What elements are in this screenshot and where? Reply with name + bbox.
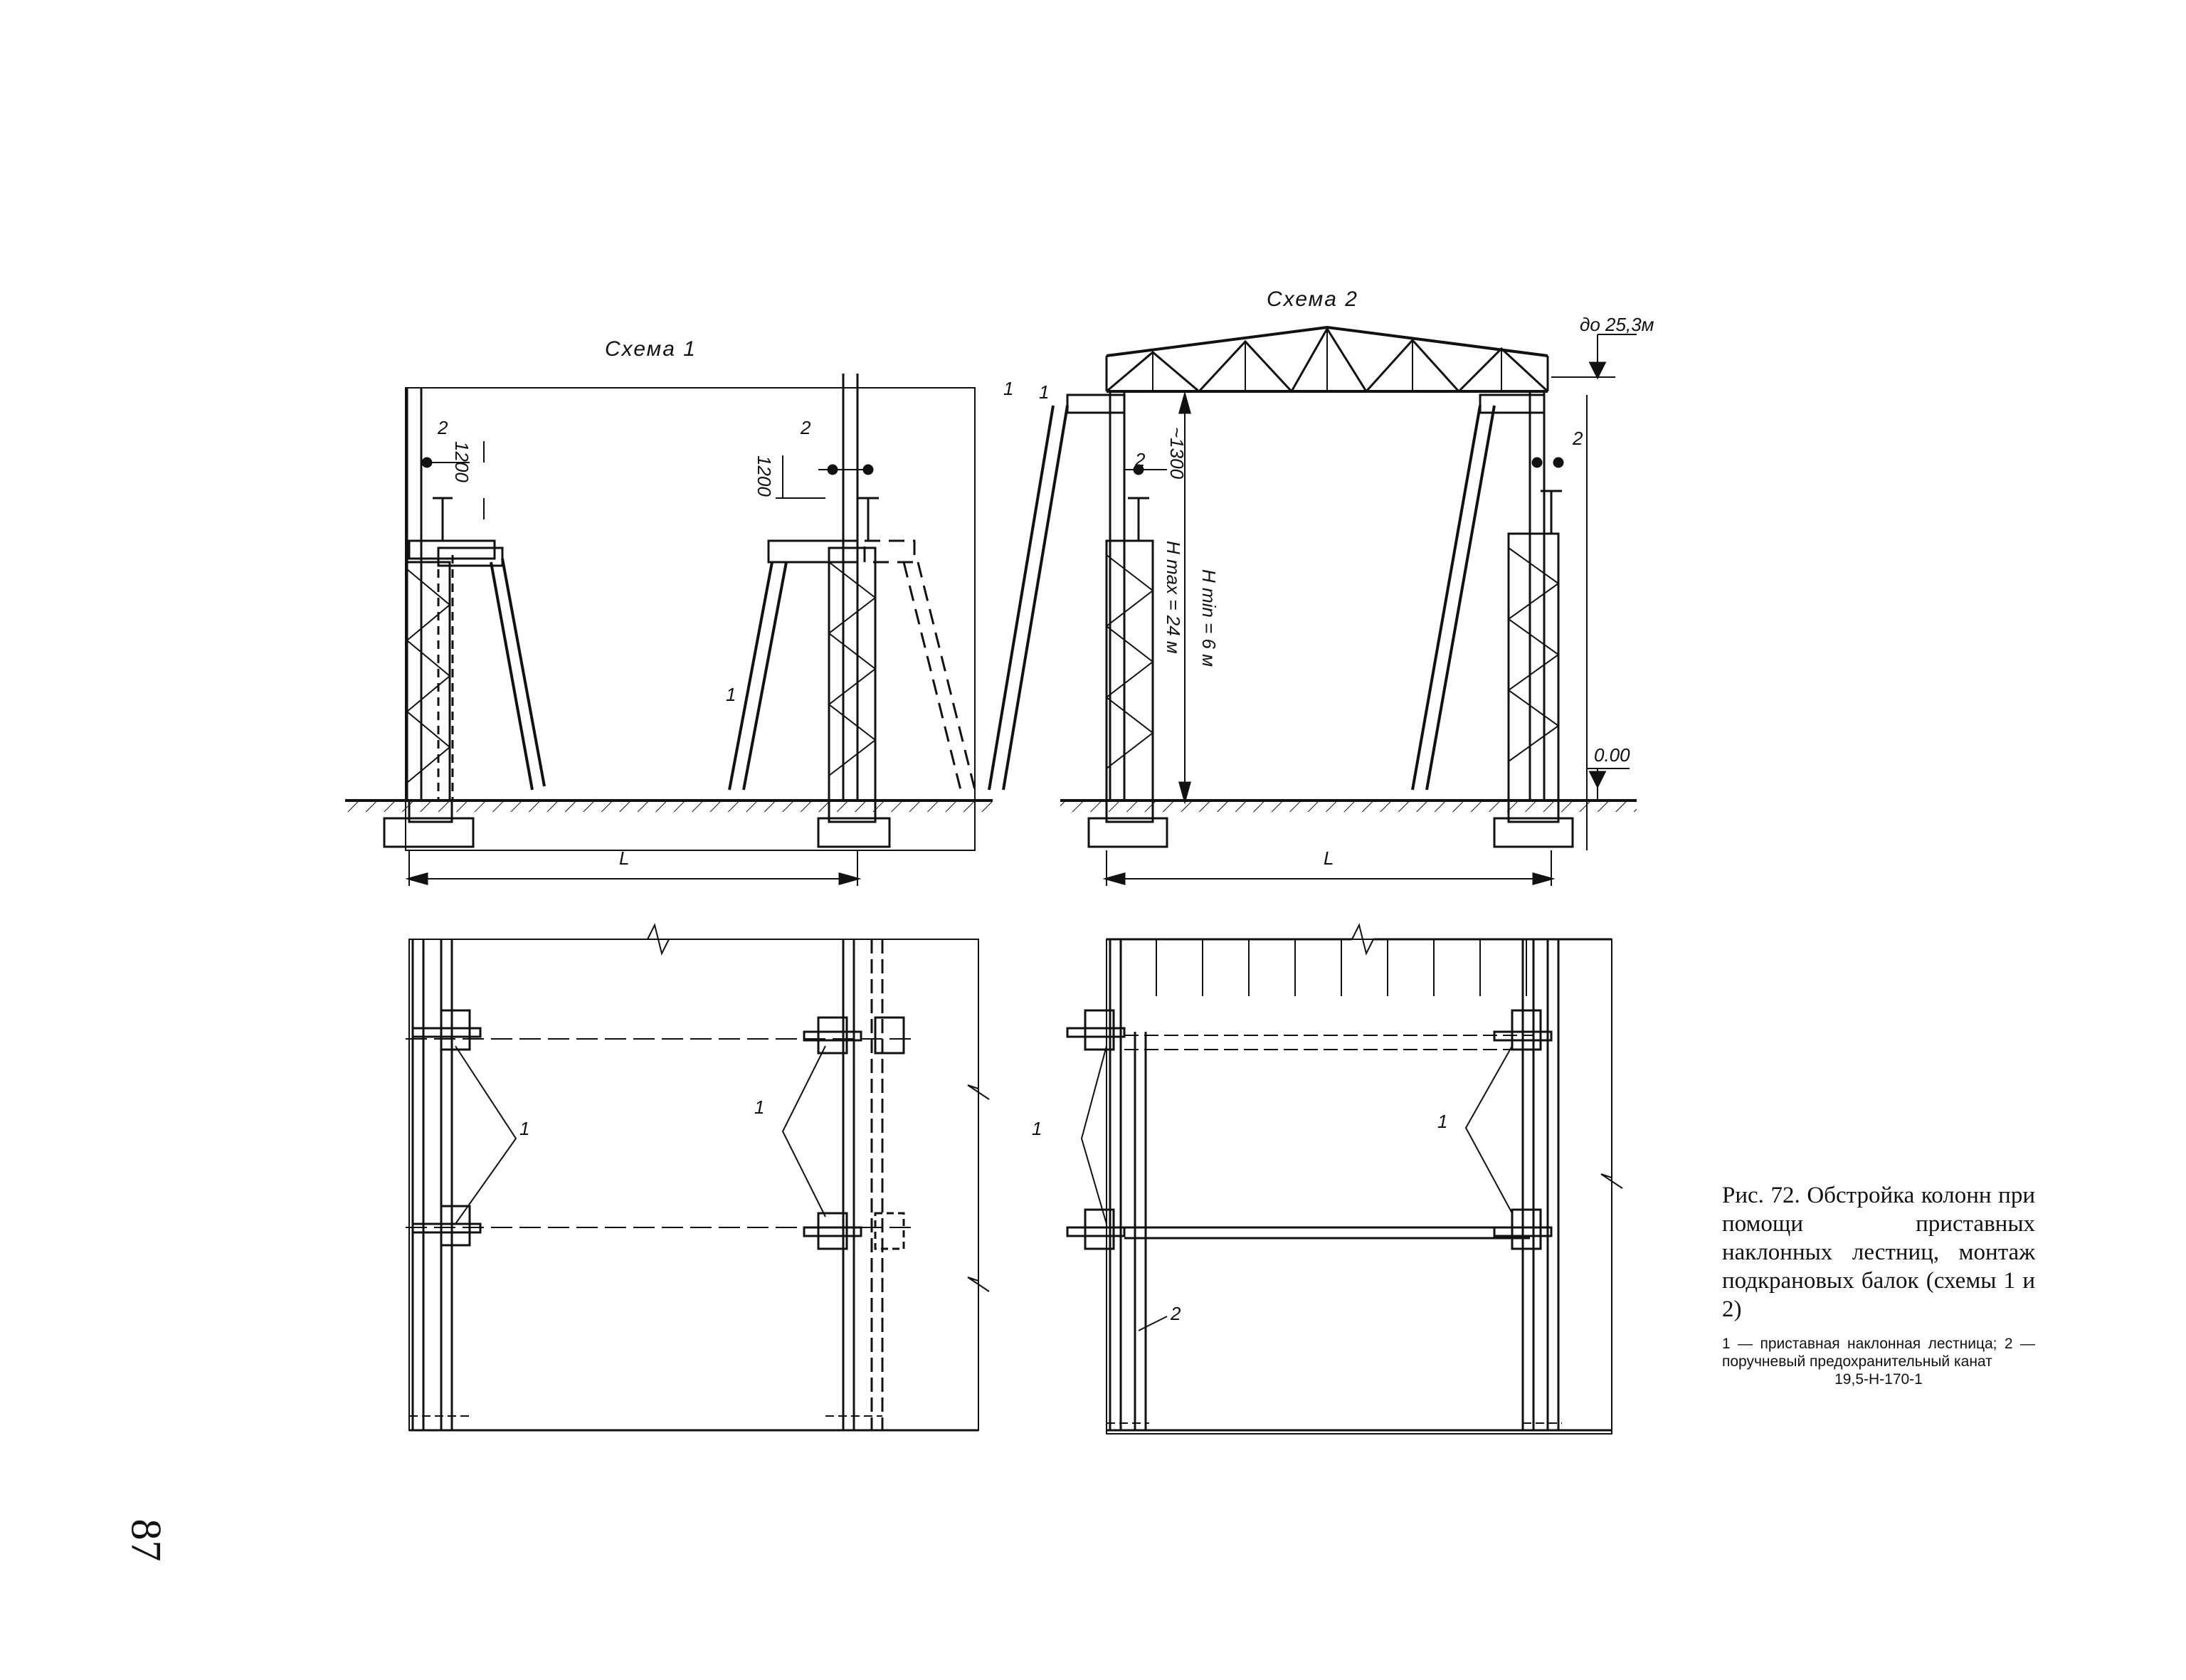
dim-hmax: H max = 24 м: [1163, 541, 1184, 654]
callout-rope-a: 2: [438, 417, 448, 438]
span-left: L: [619, 847, 630, 869]
scheme2-ladder-right: [1413, 406, 1494, 790]
callout-ladder-c: 1: [1039, 381, 1050, 403]
callout-ladder-a: 1: [726, 684, 736, 705]
scheme1-plan: [406, 925, 989, 1430]
scheme1-ladder-dashed: [865, 541, 975, 790]
plan-callout-ladder-a: 1: [519, 1118, 530, 1139]
dim-hmin: H min = 6 м: [1198, 569, 1220, 667]
page-number: 87: [122, 1518, 170, 1562]
roof-truss: [1107, 327, 1548, 391]
scheme1-title: Схема 1: [605, 337, 697, 361]
dim-1300: ~1300: [1166, 427, 1188, 480]
scheme1-right-column: [818, 374, 889, 847]
caption-legend: [1722, 1335, 2035, 1388]
height-mark: до 25,3м: [1580, 314, 1654, 335]
figure-caption: [1722, 1181, 2035, 1388]
span-right: L: [1324, 847, 1334, 869]
scheme1-left-column: [384, 388, 495, 847]
plan-callout-rope: 2: [1171, 1303, 1181, 1324]
zero-mark: 0.00: [1594, 744, 1630, 766]
plan-callout-ladder-b: 1: [754, 1097, 765, 1118]
scheme2-plan: [1067, 925, 1622, 1434]
caption-legend-text: 1 — приставная наклонная лестница; 2 — поручневый предохранительный канат: [1722, 1336, 2035, 1370]
caption-title: Рис. 72. Обстройка колонн при помощи приставных наклонных лестниц, монтаж подкрановых балок (схемы 1 и 2): [1722, 1183, 2035, 1322]
caption-code: 19,5-Н-170-1: [1834, 1371, 1923, 1388]
callout-ladder-b: 1: [1003, 378, 1014, 399]
scheme2-left-column: [1067, 391, 1167, 847]
plan-callout-ladder-d: 1: [1437, 1111, 1448, 1132]
scheme1-ladder-left: [729, 541, 857, 790]
scheme2-title: Схема 2: [1267, 287, 1358, 311]
scheme2-ladder-left: [989, 406, 1067, 790]
plan-callout-ladder-c: 1: [1032, 1118, 1042, 1139]
dim-1200-left: 1200: [451, 441, 472, 482]
callout-rope-d: 2: [1573, 428, 1583, 449]
scheme1-ladder-right-of-left-column: [438, 548, 544, 790]
callout-rope-b: 2: [801, 417, 811, 438]
ground-line: [345, 801, 1637, 812]
dim-1200-right: 1200: [754, 455, 775, 497]
callout-rope-c: 2: [1135, 449, 1146, 470]
